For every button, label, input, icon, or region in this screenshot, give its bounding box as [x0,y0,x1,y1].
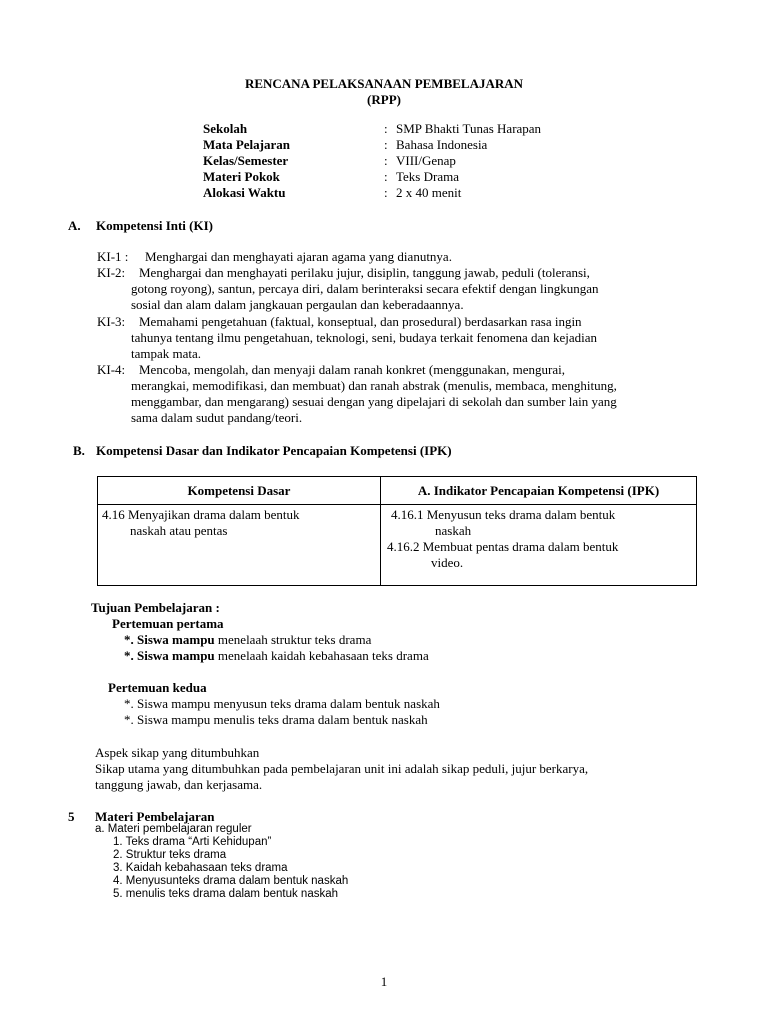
materi-sub: a. Materi pembelajaran reguler [95,823,252,835]
materi-item: 2. Struktur teks drama [113,849,227,861]
section-a-heading: Kompetensi Inti (KI) [96,218,213,233]
materi-item: 5. menulis teks drama dalam bentuk naskah [113,888,339,900]
identity-separator: : [384,153,388,168]
objective-bullet: *. [124,632,134,647]
identity-label: Mata Pelajaran [203,137,291,152]
ki-text: menggambar, dan mengarang) sesuai dengan yang dipelajari di sekolah dan sumber lain yang [131,394,617,409]
objective-item: *. Siswa mampu menulis teks drama dalam bentuk naskah [124,712,428,727]
materi-item: 4. Menyusunteks drama dalam bentuk naskah [113,875,349,887]
objective-bold: Siswa mampu [137,648,215,663]
identity-value: VIII/Genap [396,153,456,168]
sikap-heading: Aspek sikap yang ditumbuhkan [95,745,260,760]
competency-table [97,476,697,586]
objective-item [124,648,429,664]
ki-text: Memahami pengetahuan (faktual, konseptual, dan prosedural) berdasarkan rasa ingin [139,314,582,329]
sikap-text: tanggung jawab, dan kerjasama. [95,777,263,792]
materi-number: 5 [68,809,75,824]
section-b-heading: Kompetensi Dasar dan Indikator Pencapaian Kompetensi (IPK) [96,443,452,458]
ki-label: KI-3: [97,314,126,329]
identity-value: Bahasa Indonesia [396,137,488,152]
objective-text: menelaah struktur teks drama [214,632,372,647]
identity-separator: : [384,121,388,136]
ipk-line: 4.16.2 Membuat pentas drama dalam bentuk [387,539,619,554]
identity-label: Materi Pokok [203,169,280,184]
ki-text: Mencoba, mengolah, dan menyaji dalam ranah konkret (menggunakan, mengurai, [139,362,565,377]
materi-item: 3. Kaidah kebahasaan teks drama [113,862,288,874]
ki-text: Menghargai dan menghayati ajaran agama yang dianutnya. [145,249,452,264]
table-header-kd [98,477,381,505]
ki-text: tahunya tentang ilmu pengetahuan, teknologi, seni, budaya terkait fenomena dan kejadian [131,330,598,345]
objective-text: menelaah kaidah kebahasaan teks drama [214,648,429,663]
table-cell-kd [98,505,381,586]
objective-bullet: *. [124,648,134,663]
identity-label: Kelas/Semester [203,153,289,168]
section-a-letter: A. [68,218,81,233]
sikap-text: Sikap utama yang ditumbuhkan pada pembelajaran unit ini adalah sikap peduli, jujur berkarya, [95,761,589,776]
identity-label: Alokasi Waktu [203,185,286,200]
document-subtitle: (RPP) [367,92,401,107]
ki-text: gotong royong), santun, percaya diri, dalam berinteraksi secara efektif dengan lingkungan [131,281,599,296]
table-header-ipk [381,477,697,505]
section-b-letter: B. [73,443,85,458]
objective-item: *. Siswa mampu menyusun teks drama dalam bentuk naskah [124,696,440,711]
identity-separator: : [384,185,388,200]
materi-heading: Materi Pembelajaran [95,809,215,824]
ki-text: Menghargai dan menghayati perilaku jujur, disiplin, tanggung jawab, peduli (toleransi, [139,265,590,280]
objective-bold: Siswa mampu [137,632,215,647]
ipk-line: video. [431,555,464,570]
identity-value: Teks Drama [396,169,459,184]
table-header-ipk-text: A. Indikator Pencapaian Kompetensi (IPK) [417,482,660,498]
ki-label: KI-4: [97,362,126,377]
ipk-line: naskah [435,523,472,538]
pertemuan-2-heading: Pertemuan kedua [108,680,207,695]
objective-item [124,632,371,648]
document-title: RENCANA PELAKSANAAN PEMBELAJARAN [244,76,524,91]
ipk-line: 4.16.1 Menyusun teks drama dalam bentuk [391,507,616,522]
identity-value: SMP Bhakti Tunas Harapan [396,121,542,136]
identity-label: Sekolah [203,121,248,136]
ki-text: tampak mata. [131,346,202,361]
page-number: 1 [380,974,388,989]
tujuan-heading: Tujuan Pembelajaran : [91,600,220,615]
kd-line: naskah atau pentas [130,523,228,538]
pertemuan-1-heading: Pertemuan pertama [112,616,224,631]
materi-item: 1. Teks drama “Arti Kehidupan” [113,836,272,848]
ki-text: sosial dan alam dalam jangkauan pergaulan dan keberadaannya. [131,297,464,312]
identity-value: 2 x 40 menit [396,185,462,200]
table-header-kd-text: Kompetensi Dasar [187,482,291,498]
ki-label: KI-1 : [97,249,129,264]
table-cell-ipk [381,505,697,586]
identity-separator: : [384,137,388,152]
kd-line: 4.16 Menyajikan drama dalam bentuk [102,507,300,522]
ki-label: KI-2: [97,265,126,280]
identity-separator: : [384,169,388,184]
ki-text: merangkai, memodifikasi, dan membuat) dan ranah abstrak (menulis, membaca, menghitung, [131,378,617,393]
ki-text: sama dalam sudut pandang/teori. [131,410,303,425]
